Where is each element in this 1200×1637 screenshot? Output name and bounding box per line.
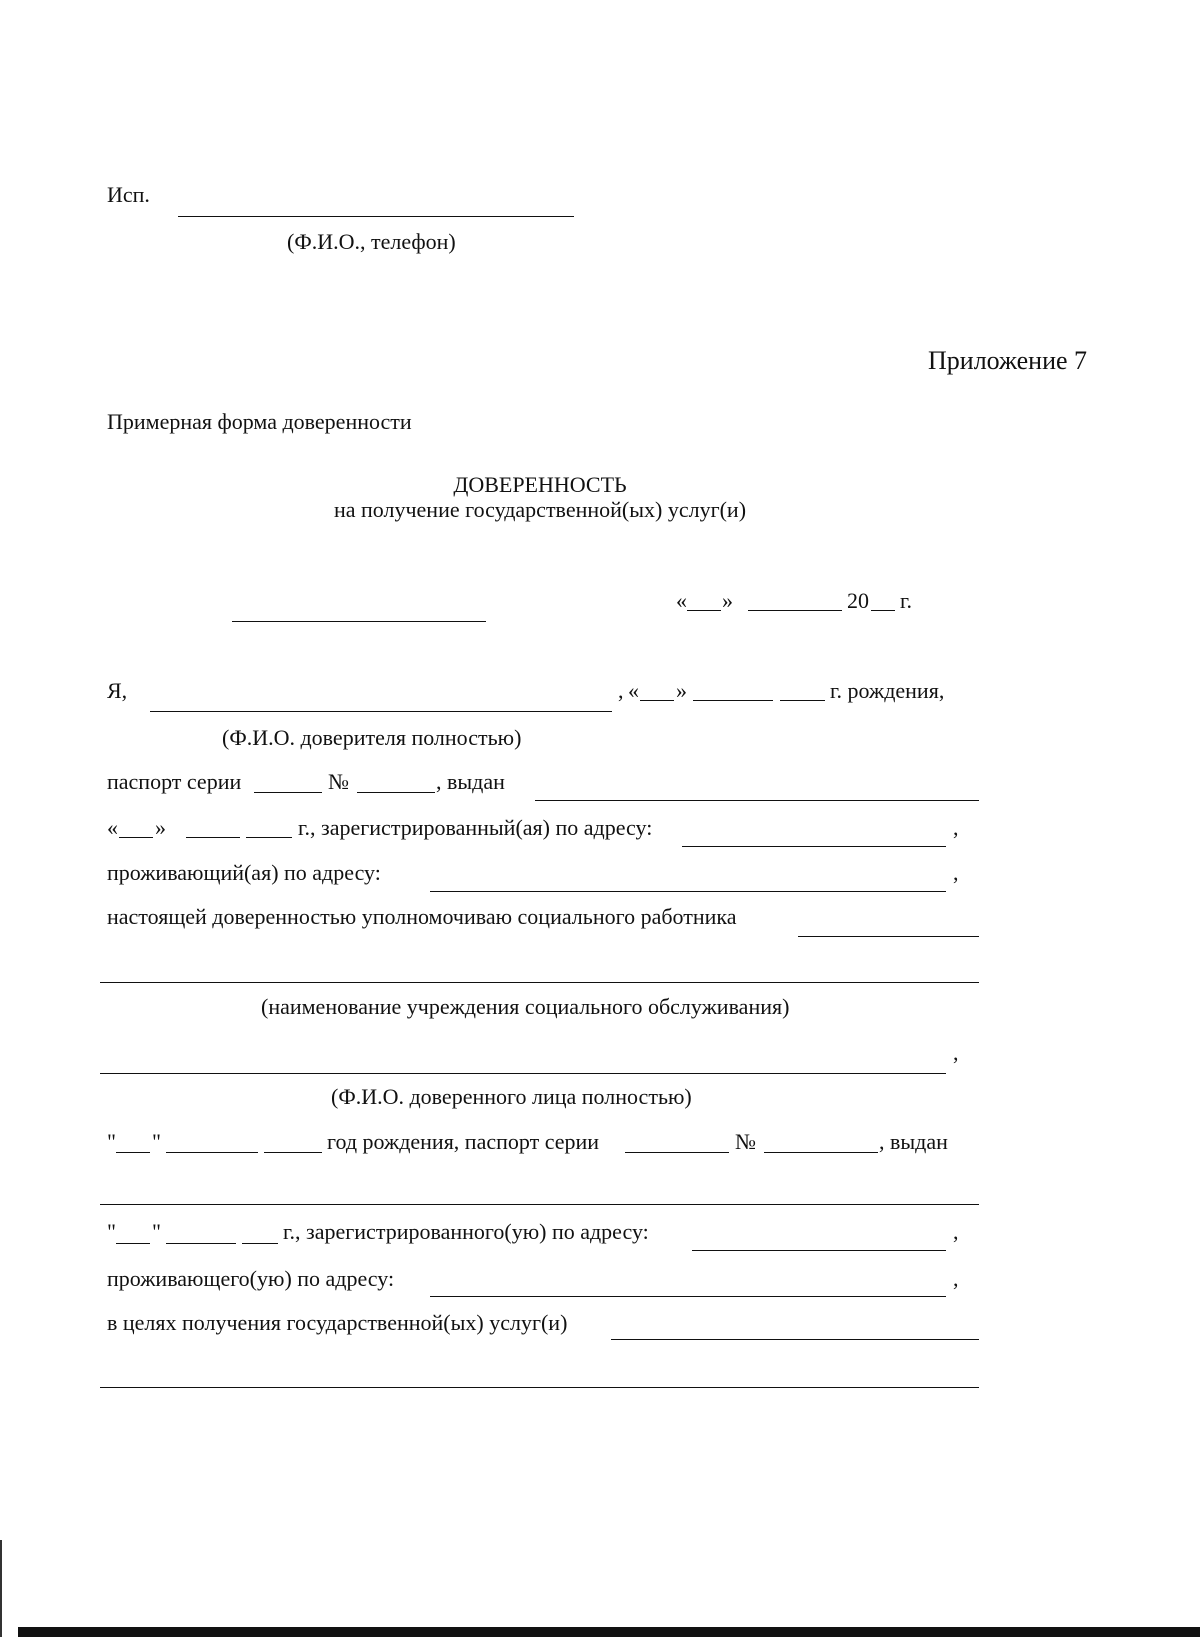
principal-birth-label: г. рождения, [830,678,945,703]
social-worker-line [798,936,979,937]
agent-caption: (Ф.И.О. доверенного лица полностью) [331,1084,692,1109]
principal-issued-label: , выдан [436,769,505,794]
principal-issued-line [535,800,979,801]
agent-name-line [100,1073,946,1074]
agent-registered-comma: , [953,1219,959,1244]
agent-birth-quote-open: " [107,1129,116,1154]
principal-passport-series-line [254,792,322,793]
date-quote-close: » [722,588,733,613]
principal-issue-year-line [246,837,292,838]
principal-passport-number-line [357,792,435,793]
isp-caption: (Ф.И.О., телефон) [287,229,456,254]
principal-birth-month-line [693,700,773,701]
principal-birth-quote-open: « [628,678,639,703]
purpose-label: в целях получения государственной(ых) услуг(и) [107,1310,568,1335]
agent-number-sign: № [735,1129,756,1154]
principal-passport-label: паспорт серии [107,769,242,794]
agent-issue-month-line [166,1243,236,1244]
principal-issue-quote-close: » [155,815,166,840]
place-line [232,621,486,622]
principal-name-line [150,711,612,712]
agent-living-comma: , [953,1266,959,1291]
principal-registered-comma: , [953,815,959,840]
agent-issue-day-line [116,1243,150,1244]
principal-issue-month-line [186,837,240,838]
document-title: ДОВЕРЕННОСТЬ [453,472,627,497]
document-title-sub: на получение государственной(ых) услуг(и) [333,497,747,522]
date-quote-open: « [676,588,687,613]
principal-ya: Я, [107,678,128,703]
principal-living-line [430,891,946,892]
form-subtitle: Примерная форма доверенности [107,409,412,434]
principal-registered-label: г., зарегистрированный(ая) по адресу: [298,815,653,840]
principal-number-sign: № [328,769,349,794]
authorize-text: настоящей доверенностью уполномочиваю социального работника [107,904,737,929]
agent-issued-line [100,1204,979,1205]
scan-edge-mark [0,1540,2,1637]
principal-birth-year-line [780,700,825,701]
principal-birth-quote-close: » [676,678,687,703]
isp-line [178,216,574,217]
agent-issue-quote-close: " [152,1219,161,1244]
principal-registered-line [682,846,946,847]
agent-registered-label: г., зарегистрированного(ую) по адресу: [283,1219,649,1244]
principal-issue-quote-open: « [107,815,118,840]
agent-birth-month-line [166,1152,258,1153]
agent-living-line [430,1296,946,1297]
agent-passport-series-line [625,1152,729,1153]
principal-caption: (Ф.И.О. доверителя полностью) [222,725,522,750]
date-month-line [748,610,842,611]
agent-name-comma: , [953,1040,959,1065]
date-day-line [687,610,721,611]
agent-issue-quote-open: " [107,1219,116,1244]
principal-living-comma: , [953,860,959,885]
date-year-line [871,610,895,611]
isp-label: Исп. [107,182,150,207]
principal-birth-day-line [640,700,674,701]
agent-registered-line [692,1250,946,1251]
institution-line [100,982,979,983]
institution-caption: (наименование учреждения социального обслуживания) [261,994,790,1019]
agent-passport-number-line [764,1152,878,1153]
appendix-label: Приложение 7 [928,346,1088,375]
principal-issue-day-line [119,837,153,838]
principal-comma: , [618,678,624,703]
agent-birth-day-line [116,1152,150,1153]
purpose-line-2 [100,1387,979,1388]
purpose-line [611,1339,979,1340]
agent-birth-year-line [264,1152,322,1153]
agent-birth-quote-close: " [152,1129,161,1154]
scan-edge-bar [18,1627,1200,1637]
agent-issue-year-line [242,1243,278,1244]
principal-living-label: проживающий(ая) по адресу: [107,860,381,885]
date-year-suffix: г. [900,588,913,613]
agent-living-label: проживающего(ую) по адресу: [107,1266,395,1291]
date-year-prefix: 20 [847,588,869,613]
agent-issued-label: , выдан [879,1129,948,1154]
agent-birth-passport-label: год рождения, паспорт серии [327,1129,600,1154]
